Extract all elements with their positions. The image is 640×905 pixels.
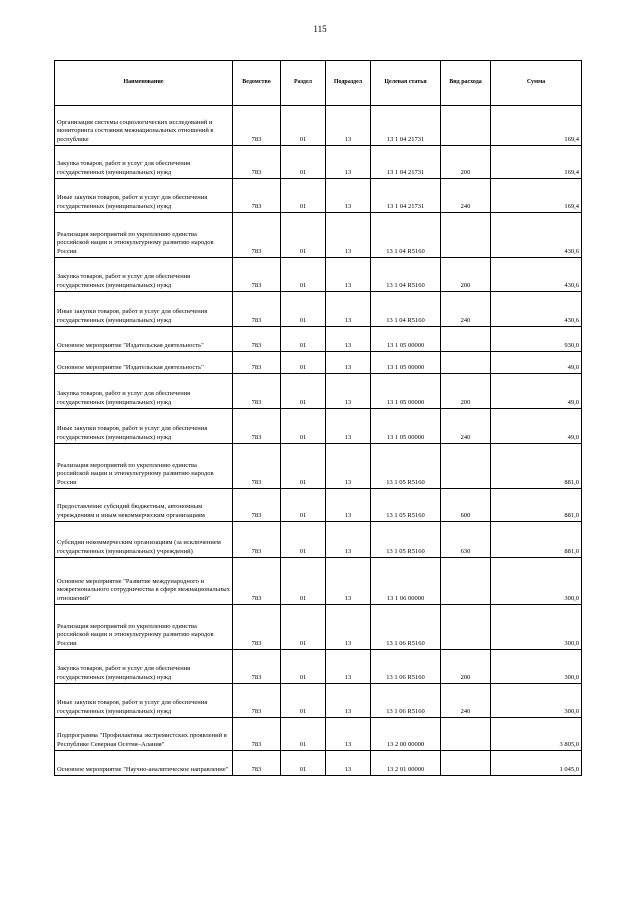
cell-subsection: 13 (326, 751, 371, 776)
table-row (55, 213, 582, 258)
table-row (55, 374, 582, 409)
cell-department: 783 (233, 605, 281, 650)
cell-name: Реализация мероприятий по укреплению единства российской нации и этнокультурному развитию народов России (55, 444, 233, 489)
table-row (55, 522, 582, 558)
cell-section: 01 (281, 444, 326, 489)
cell-department: 783 (233, 327, 281, 352)
cell-target-article: 13 1 06 R5160 (371, 605, 441, 650)
table-header-row (55, 61, 582, 106)
table-row (55, 718, 582, 751)
cell-subsection: 13 (326, 409, 371, 444)
table-row (55, 684, 582, 718)
cell-subsection: 13 (326, 650, 371, 684)
header-target-article: Целевая статья (371, 61, 441, 106)
cell-amount: 430,6 (491, 213, 582, 258)
cell-name: Основное мероприятие "Издательская деятельность" (55, 352, 233, 374)
cell-amount: 169,4 (491, 146, 582, 179)
header-subsection: Подраздел (326, 61, 371, 106)
cell-amount: 300,0 (491, 650, 582, 684)
cell-amount: 430,6 (491, 258, 582, 292)
cell-target-article: 13 1 06 R5160 (371, 650, 441, 684)
cell-department: 783 (233, 146, 281, 179)
cell-amount: 49,0 (491, 352, 582, 374)
cell-subsection: 13 (326, 558, 371, 605)
cell-name: Закупка товаров, работ и услуг для обеспечения государственных (муниципальных) нужд (55, 374, 233, 409)
cell-subsection: 13 (326, 258, 371, 292)
cell-section: 01 (281, 258, 326, 292)
table-row (55, 179, 582, 213)
cell-section: 01 (281, 522, 326, 558)
cell-expense-type (441, 718, 491, 751)
cell-target-article: 13 1 04 R5160 (371, 258, 441, 292)
cell-section: 01 (281, 409, 326, 444)
cell-department: 783 (233, 489, 281, 522)
cell-subsection: 13 (326, 522, 371, 558)
cell-amount: 930,0 (491, 327, 582, 352)
cell-department: 783 (233, 106, 281, 146)
cell-expense-type (441, 213, 491, 258)
cell-expense-type: 200 (441, 650, 491, 684)
cell-name: Иные закупки товаров, работ и услуг для обеспечения государственных (муниципальных) нужд (55, 684, 233, 718)
cell-section: 01 (281, 179, 326, 213)
cell-name: Иные закупки товаров, работ и услуг для обеспечения государственных (муниципальных) нужд (55, 179, 233, 213)
table-row (55, 489, 582, 522)
cell-expense-type: 200 (441, 258, 491, 292)
table-row (55, 751, 582, 776)
cell-section: 01 (281, 489, 326, 522)
cell-section: 01 (281, 650, 326, 684)
cell-target-article: 13 2 00 00000 (371, 718, 441, 751)
cell-target-article: 13 1 04 21731 (371, 146, 441, 179)
cell-department: 783 (233, 292, 281, 327)
table-row (55, 650, 582, 684)
cell-amount: 881,0 (491, 522, 582, 558)
cell-department: 783 (233, 374, 281, 409)
cell-subsection: 13 (326, 444, 371, 489)
page-number: 115 (313, 24, 327, 34)
cell-subsection: 13 (326, 352, 371, 374)
table-row (55, 444, 582, 489)
cell-department: 783 (233, 684, 281, 718)
cell-department: 783 (233, 650, 281, 684)
cell-expense-type: 240 (441, 409, 491, 444)
cell-target-article: 13 1 05 00000 (371, 374, 441, 409)
cell-target-article: 13 1 04 21731 (371, 179, 441, 213)
header-expense-type: Вид расхода (441, 61, 491, 106)
table-row (55, 409, 582, 444)
cell-department: 783 (233, 352, 281, 374)
cell-target-article: 13 1 06 00000 (371, 558, 441, 605)
budget-table (54, 60, 582, 776)
cell-section: 01 (281, 718, 326, 751)
cell-amount: 169,4 (491, 106, 582, 146)
cell-expense-type: 240 (441, 292, 491, 327)
cell-target-article: 13 1 05 R5160 (371, 522, 441, 558)
cell-name: Организация системы социологических исследований и мониторинга состояния межнациональных отношений в республике (55, 106, 233, 146)
cell-amount: 169,4 (491, 179, 582, 213)
cell-section: 01 (281, 146, 326, 179)
cell-subsection: 13 (326, 213, 371, 258)
cell-department: 783 (233, 179, 281, 213)
cell-subsection: 13 (326, 605, 371, 650)
cell-expense-type (441, 751, 491, 776)
cell-subsection: 13 (326, 718, 371, 751)
cell-department: 783 (233, 718, 281, 751)
cell-amount: 430,6 (491, 292, 582, 327)
cell-subsection: 13 (326, 327, 371, 352)
cell-target-article: 13 1 05 00000 (371, 327, 441, 352)
cell-section: 01 (281, 352, 326, 374)
cell-expense-type (441, 352, 491, 374)
table-row (55, 258, 582, 292)
cell-section: 01 (281, 374, 326, 409)
cell-name: Иные закупки товаров, работ и услуг для обеспечения государственных (муниципальных) нужд (55, 292, 233, 327)
cell-name: Реализация мероприятий по укреплению единства российской нации и этнокультурному развитию народов России (55, 605, 233, 650)
cell-amount: 881,0 (491, 444, 582, 489)
cell-name: Основное мероприятие "Научно-аналитическое направление" (55, 751, 233, 776)
cell-name: Предоставление субсидий бюджетным, автономным учреждениям и иным некоммерческим организациям (55, 489, 233, 522)
cell-department: 783 (233, 751, 281, 776)
cell-department: 783 (233, 213, 281, 258)
table-row (55, 558, 582, 605)
cell-expense-type (441, 106, 491, 146)
cell-name: Основное мероприятие "Издательская деятельность" (55, 327, 233, 352)
cell-section: 01 (281, 106, 326, 146)
cell-subsection: 13 (326, 106, 371, 146)
table-row (55, 292, 582, 327)
cell-subsection: 13 (326, 489, 371, 522)
cell-subsection: 13 (326, 292, 371, 327)
cell-target-article: 13 1 04 R5160 (371, 292, 441, 327)
cell-amount: 49,0 (491, 409, 582, 444)
header-name: Наименование (55, 61, 233, 106)
cell-name: Закупка товаров, работ и услуг для обеспечения государственных (муниципальных) нужд (55, 146, 233, 179)
cell-amount: 3 805,0 (491, 718, 582, 751)
cell-name: Закупка товаров, работ и услуг для обеспечения государственных (муниципальных) нужд (55, 650, 233, 684)
cell-expense-type: 200 (441, 146, 491, 179)
table-row (55, 352, 582, 374)
header-department: Ведомство (233, 61, 281, 106)
cell-amount: 1 045,0 (491, 751, 582, 776)
table-row (55, 106, 582, 146)
cell-name: Основное мероприятие "Развитие международного и межрегионального сотрудничества в сфере межнациональных отношений" (55, 558, 233, 605)
cell-expense-type (441, 605, 491, 650)
cell-department: 783 (233, 258, 281, 292)
table-row (55, 327, 582, 352)
cell-name: Закупка товаров, работ и услуг для обеспечения государственных (муниципальных) нужд (55, 258, 233, 292)
header-amount: Сумма (491, 61, 582, 106)
cell-amount: 49,0 (491, 374, 582, 409)
cell-department: 783 (233, 409, 281, 444)
table-row (55, 146, 582, 179)
cell-subsection: 13 (326, 146, 371, 179)
cell-target-article: 13 1 05 R5160 (371, 444, 441, 489)
cell-amount: 881,0 (491, 489, 582, 522)
cell-section: 01 (281, 684, 326, 718)
cell-name: Подпрограмма "Профилактика экстремистских проявлений в Республике Северная Осетия–Алания" (55, 718, 233, 751)
cell-subsection: 13 (326, 374, 371, 409)
cell-amount: 300,0 (491, 684, 582, 718)
cell-expense-type: 200 (441, 374, 491, 409)
cell-section: 01 (281, 213, 326, 258)
cell-section: 01 (281, 751, 326, 776)
cell-target-article: 13 2 01 00000 (371, 751, 441, 776)
header-section: Раздел (281, 61, 326, 106)
cell-name: Субсидии некоммерческим организациям (за исключением государственных (муниципальных) учреждений) (55, 522, 233, 558)
cell-target-article: 13 1 05 00000 (371, 409, 441, 444)
table-body (55, 106, 582, 776)
cell-section: 01 (281, 327, 326, 352)
cell-department: 783 (233, 558, 281, 605)
cell-expense-type (441, 444, 491, 489)
cell-expense-type: 630 (441, 522, 491, 558)
cell-target-article: 13 1 05 00000 (371, 352, 441, 374)
cell-subsection: 13 (326, 179, 371, 213)
cell-expense-type: 240 (441, 684, 491, 718)
cell-amount: 300,0 (491, 558, 582, 605)
cell-department: 783 (233, 522, 281, 558)
cell-name: Иные закупки товаров, работ и услуг для обеспечения государственных (муниципальных) нужд (55, 409, 233, 444)
cell-section: 01 (281, 558, 326, 605)
cell-expense-type: 600 (441, 489, 491, 522)
cell-target-article: 13 1 05 R5160 (371, 489, 441, 522)
cell-subsection: 13 (326, 684, 371, 718)
cell-target-article: 13 1 06 R5160 (371, 684, 441, 718)
cell-department: 783 (233, 444, 281, 489)
cell-name: Реализация мероприятий по укреплению единства российской нации и этнокультурному развитию народов России (55, 213, 233, 258)
cell-expense-type (441, 327, 491, 352)
table-row (55, 605, 582, 650)
cell-target-article: 13 1 04 R5160 (371, 213, 441, 258)
cell-section: 01 (281, 605, 326, 650)
cell-expense-type: 240 (441, 179, 491, 213)
cell-expense-type (441, 558, 491, 605)
cell-amount: 300,0 (491, 605, 582, 650)
cell-section: 01 (281, 292, 326, 327)
cell-target-article: 13 1 04 21731 (371, 106, 441, 146)
